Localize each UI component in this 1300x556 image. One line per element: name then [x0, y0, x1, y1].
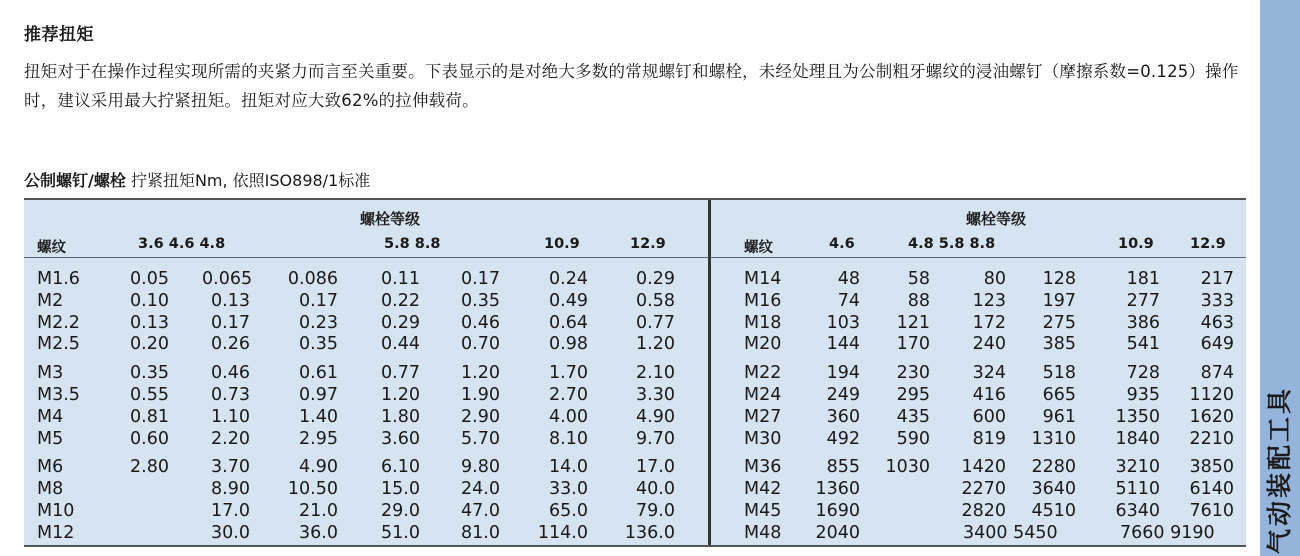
- thread-cell: M48: [744, 522, 782, 543]
- table-row: [24, 522, 708, 544]
- value-cell: 1030: [885, 457, 930, 478]
- value-cell: 2040: [815, 522, 860, 543]
- thread-cell: M4: [37, 406, 64, 427]
- thread-cell: M12: [37, 522, 75, 543]
- value-cell: 58: [907, 269, 930, 289]
- caption-rest: 拧紧扭矩Nm, 依照ISO898/1标准: [125, 171, 371, 190]
- value-cell: 33.0: [549, 479, 588, 500]
- left-header-10-9: 10.9: [544, 236, 580, 252]
- value-cell: 275: [1042, 312, 1076, 333]
- value-cell: 0.97: [299, 385, 338, 405]
- value-cell: 333: [1200, 290, 1234, 311]
- value-cell: 435: [896, 406, 930, 427]
- value-cell: 14.0: [549, 457, 588, 478]
- thread-cell: M42: [744, 479, 782, 500]
- value-cell: 0.77: [636, 312, 675, 333]
- table-row: [710, 290, 1246, 312]
- thread-cell: M36: [744, 457, 782, 478]
- value-cell: 0.46: [461, 312, 500, 333]
- value-cell: 492: [826, 428, 860, 449]
- side-tab-label: 气动装配工具: [1265, 385, 1294, 554]
- value-cell: 324: [972, 363, 1006, 384]
- value-cell: 2280: [1031, 457, 1076, 478]
- thread-cell: M10: [37, 501, 75, 521]
- value-cell: 123: [972, 290, 1006, 311]
- value-cell: 7610: [1189, 501, 1234, 521]
- left-header-group2: 5.8 8.8: [384, 236, 441, 252]
- value-cell: 0.17: [461, 269, 500, 289]
- table-row: [24, 312, 708, 334]
- value-cell: 649: [1200, 334, 1234, 355]
- thread-cell: M2.2: [37, 312, 80, 333]
- value-cell: 2.20: [211, 428, 250, 449]
- value-cell: 80: [983, 269, 1006, 289]
- value-cell: 6.10: [381, 457, 420, 478]
- value-cell: 1840: [1115, 428, 1160, 449]
- thread-cell: M24: [744, 385, 782, 405]
- value-cell: 0.13: [130, 312, 169, 333]
- table-row: [24, 384, 708, 406]
- value-cell: 1.20: [381, 385, 420, 405]
- table-row: [710, 522, 1246, 544]
- value-cell: 103: [826, 312, 860, 333]
- value-cell: 1310: [1031, 428, 1076, 449]
- value-cell: 2.90: [461, 406, 500, 427]
- thread-cell: M16: [744, 290, 782, 311]
- value-cell: 0.05: [130, 269, 169, 289]
- value-cell: 0.77: [381, 363, 420, 384]
- value-cell: 3.30: [636, 385, 675, 405]
- value-cell: 0.20: [130, 334, 169, 355]
- value-cell: 665: [1042, 385, 1076, 405]
- value-cell: 0.44: [381, 334, 420, 355]
- value-cell: 30.0: [211, 522, 250, 543]
- value-cell: 136.0: [624, 522, 675, 543]
- value-cell: 47.0: [461, 501, 500, 521]
- value-cell: 3850: [1189, 457, 1234, 478]
- value-cell: 81.0: [461, 522, 500, 543]
- value-cell: 3.60: [381, 428, 420, 449]
- value-cell: 3210: [1115, 457, 1160, 478]
- value-cell: 7660 9190: [1120, 522, 1215, 543]
- value-cell: 874: [1200, 363, 1234, 384]
- value-cell: 2.70: [549, 385, 588, 405]
- left-header-thread: 螺纹: [37, 240, 66, 256]
- value-cell: 0.17: [299, 290, 338, 311]
- value-cell: 240: [972, 334, 1006, 355]
- value-cell: 2210: [1189, 428, 1234, 449]
- torque-table: [24, 198, 1246, 547]
- value-cell: 0.29: [636, 269, 675, 289]
- table-row: [710, 500, 1246, 522]
- thread-cell: M3.5: [37, 385, 80, 405]
- thread-cell: M8: [37, 479, 64, 500]
- value-cell: 1.80: [381, 406, 420, 427]
- thread-cell: M45: [744, 501, 782, 521]
- value-cell: 29.0: [381, 501, 420, 521]
- value-cell: 0.17: [211, 312, 250, 333]
- value-cell: 170: [896, 334, 930, 355]
- value-cell: 0.29: [381, 312, 420, 333]
- thread-cell: M1.6: [37, 269, 80, 289]
- value-cell: 48: [837, 269, 860, 289]
- value-cell: 0.60: [130, 428, 169, 449]
- value-cell: 961: [1042, 406, 1076, 427]
- table-row: [24, 333, 708, 355]
- thread-cell: M5: [37, 428, 64, 449]
- value-cell: 0.73: [211, 385, 250, 405]
- value-cell: 1620: [1189, 406, 1234, 427]
- value-cell: 0.13: [211, 290, 250, 311]
- value-cell: 4.00: [549, 406, 588, 427]
- value-cell: 518: [1042, 363, 1076, 384]
- value-cell: 249: [826, 385, 860, 405]
- value-cell: 79.0: [636, 501, 675, 521]
- value-cell: 36.0: [299, 522, 338, 543]
- value-cell: 9.80: [461, 457, 500, 478]
- table-row: [710, 268, 1246, 290]
- right-header-thread: 螺纹: [744, 240, 773, 256]
- value-cell: 128: [1042, 269, 1076, 289]
- right-header-10-9: 10.9: [1118, 236, 1154, 252]
- value-cell: 217: [1200, 269, 1234, 289]
- table-row: [24, 362, 708, 384]
- value-cell: 3.70: [211, 457, 250, 478]
- value-cell: 8.10: [549, 428, 588, 449]
- value-cell: 121: [896, 312, 930, 333]
- value-cell: 114.0: [537, 522, 588, 543]
- value-cell: 4510: [1031, 501, 1076, 521]
- right-header-4-6: 4.6: [829, 236, 855, 252]
- value-cell: 6340: [1115, 501, 1160, 521]
- value-cell: 0.10: [130, 290, 169, 311]
- value-cell: 197: [1042, 290, 1076, 311]
- value-cell: 6140: [1189, 479, 1234, 500]
- value-cell: 0.26: [211, 334, 250, 355]
- value-cell: 1120: [1189, 385, 1234, 405]
- table-row: [710, 478, 1246, 500]
- value-cell: 2820: [961, 501, 1006, 521]
- thread-cell: M2.5: [37, 334, 80, 355]
- value-cell: 24.0: [461, 479, 500, 500]
- value-cell: 819: [972, 428, 1006, 449]
- value-cell: 0.98: [549, 334, 588, 355]
- value-cell: 4.90: [636, 406, 675, 427]
- right-table: [710, 200, 1246, 545]
- left-table: [24, 200, 708, 545]
- value-cell: 65.0: [549, 501, 588, 521]
- value-cell: 0.58: [636, 290, 675, 311]
- value-cell: 463: [1200, 312, 1234, 333]
- value-cell: 0.24: [549, 269, 588, 289]
- value-cell: 4.90: [299, 457, 338, 478]
- value-cell: 1.20: [461, 363, 500, 384]
- caption-bold: 公制螺钉/螺栓: [24, 171, 126, 190]
- value-cell: 2.80: [130, 457, 169, 478]
- value-cell: 0.46: [211, 363, 250, 384]
- table-row: [710, 428, 1246, 450]
- right-header-12-9: 12.9: [1190, 236, 1226, 252]
- value-cell: 590: [896, 428, 930, 449]
- value-cell: 277: [1126, 290, 1160, 311]
- value-cell: 5110: [1115, 479, 1160, 500]
- thread-cell: M18: [744, 312, 782, 333]
- value-cell: 541: [1126, 334, 1160, 355]
- thread-cell: M14: [744, 269, 782, 289]
- thread-cell: M3: [37, 363, 64, 384]
- intro-paragraph: 扭矩对于在操作过程实现所需的夹紧力而言至关重要。下表显示的是对绝大多数的常规螺钉和螺栓，未经处理且为公制粗牙螺纹的浸油螺钉（摩擦系数=0.125）操作时，建议采用最大拧紧扭矩。扭矩对应大致62%的拉伸载荷。: [24, 62, 1239, 110]
- table-row: [710, 384, 1246, 406]
- table-row: [710, 456, 1246, 478]
- value-cell: 1.40: [299, 406, 338, 427]
- value-cell: 295: [896, 385, 930, 405]
- value-cell: 0.49: [549, 290, 588, 311]
- table-row: [710, 406, 1246, 428]
- value-cell: 1420: [961, 457, 1006, 478]
- value-cell: 0.70: [461, 334, 500, 355]
- table-row: [24, 500, 708, 522]
- value-cell: 17.0: [636, 457, 675, 478]
- table-row: [24, 428, 708, 450]
- table-row: [24, 456, 708, 478]
- table-row: [710, 362, 1246, 384]
- thread-cell: M2: [37, 290, 64, 311]
- table-row: [24, 478, 708, 500]
- value-cell: 74: [837, 290, 860, 311]
- value-cell: 1.90: [461, 385, 500, 405]
- left-grade-title: 螺栓等级: [360, 210, 421, 228]
- value-cell: 10.50: [287, 479, 338, 500]
- value-cell: 385: [1042, 334, 1076, 355]
- thread-cell: M20: [744, 334, 782, 355]
- table-row: [24, 268, 708, 290]
- value-cell: 15.0: [381, 479, 420, 500]
- value-cell: 0.23: [299, 312, 338, 333]
- value-cell: 0.35: [461, 290, 500, 311]
- value-cell: 3400 5450: [963, 522, 1058, 543]
- thread-cell: M27: [744, 406, 782, 427]
- thread-cell: M22: [744, 363, 782, 384]
- value-cell: 0.11: [381, 269, 420, 289]
- value-cell: 600: [972, 406, 1006, 427]
- table-row: [24, 290, 708, 312]
- value-cell: 172: [972, 312, 1006, 333]
- table-row: [710, 333, 1246, 355]
- right-header-group: 4.8 5.8 8.8: [908, 236, 996, 252]
- value-cell: 728: [1126, 363, 1160, 384]
- left-header-12-9: 12.9: [630, 236, 666, 252]
- value-cell: 8.90: [211, 479, 250, 500]
- table-row: [24, 406, 708, 428]
- value-cell: 17.0: [211, 501, 250, 521]
- value-cell: 230: [896, 363, 930, 384]
- left-header-rule: [24, 257, 708, 258]
- value-cell: 181: [1126, 269, 1160, 289]
- value-cell: 88: [907, 290, 930, 311]
- value-cell: 5.70: [461, 428, 500, 449]
- value-cell: 144: [826, 334, 860, 355]
- value-cell: 360: [826, 406, 860, 427]
- value-cell: 40.0: [636, 479, 675, 500]
- value-cell: 9.70: [636, 428, 675, 449]
- value-cell: 1.70: [549, 363, 588, 384]
- table-row: [710, 312, 1246, 334]
- value-cell: 1690: [815, 501, 860, 521]
- value-cell: 0.61: [299, 363, 338, 384]
- value-cell: 1.20: [636, 334, 675, 355]
- value-cell: 0.065: [202, 269, 253, 289]
- value-cell: 386: [1126, 312, 1160, 333]
- value-cell: 2.95: [299, 428, 338, 449]
- value-cell: 0.35: [299, 334, 338, 355]
- left-header-group1: 3.6 4.6 4.8: [138, 236, 226, 252]
- right-grade-title: 螺栓等级: [966, 210, 1027, 228]
- table-caption: [24, 168, 370, 191]
- value-cell: 2270: [961, 479, 1006, 500]
- section-heading: 推荐扭矩: [24, 25, 94, 45]
- value-cell: 1350: [1115, 406, 1160, 427]
- value-cell: 3640: [1031, 479, 1076, 500]
- value-cell: 935: [1126, 385, 1160, 405]
- value-cell: 0.81: [130, 406, 169, 427]
- thread-cell: M30: [744, 428, 782, 449]
- value-cell: 416: [972, 385, 1006, 405]
- right-header-rule: [710, 257, 1246, 258]
- value-cell: 0.35: [130, 363, 169, 384]
- value-cell: 1.10: [211, 406, 250, 427]
- value-cell: 21.0: [299, 501, 338, 521]
- value-cell: 855: [826, 457, 860, 478]
- value-cell: 0.64: [549, 312, 588, 333]
- value-cell: 51.0: [381, 522, 420, 543]
- value-cell: 2.10: [636, 363, 675, 384]
- thread-cell: M6: [37, 457, 64, 478]
- value-cell: 1360: [815, 479, 860, 500]
- value-cell: 194: [826, 363, 860, 384]
- value-cell: 0.086: [287, 269, 338, 289]
- value-cell: 0.22: [381, 290, 420, 311]
- value-cell: 0.55: [130, 385, 169, 405]
